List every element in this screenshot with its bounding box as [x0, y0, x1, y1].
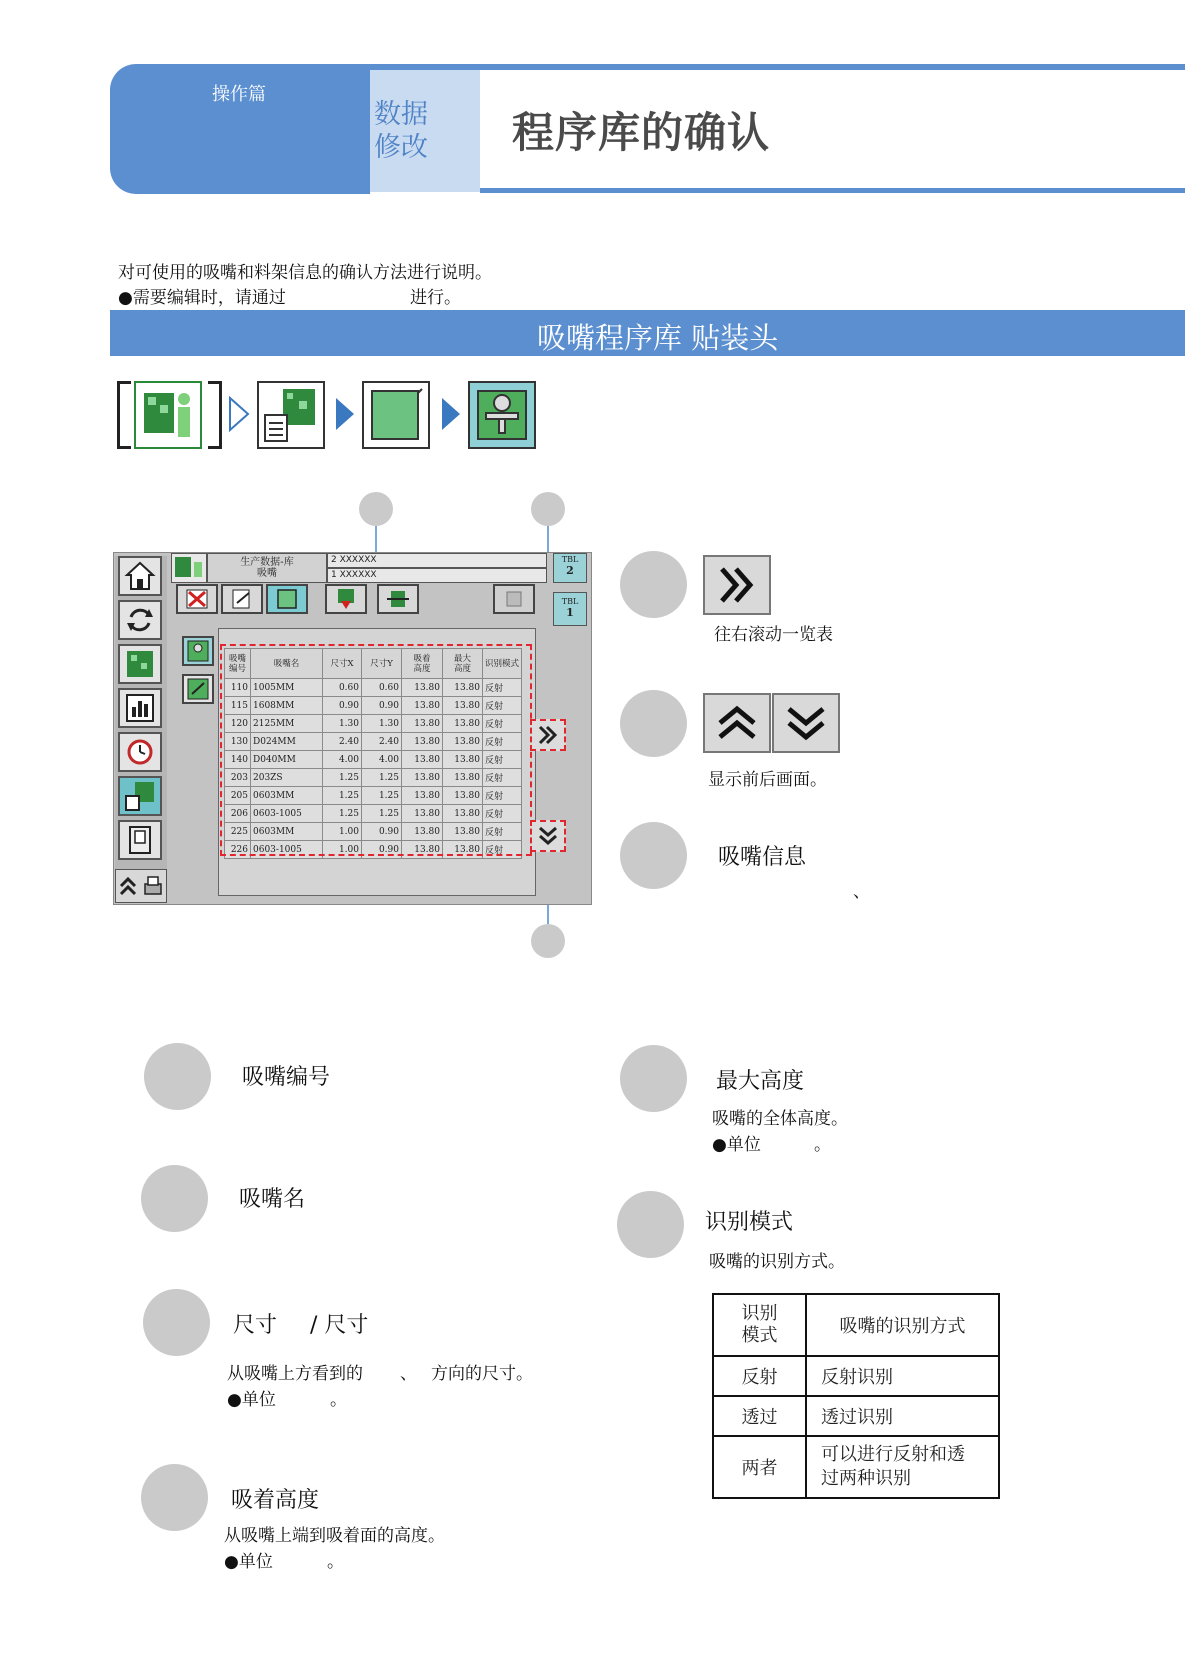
- mode-name: 两者: [713, 1436, 806, 1498]
- nozzle-no-title: 吸嘴编号: [242, 1065, 331, 1090]
- bracket-right: [208, 381, 222, 449]
- nozzle-name-title: 吸嘴名: [239, 1187, 306, 1212]
- cell-size-x: 2.40: [323, 733, 362, 751]
- max-height-unit: ●单位: [712, 1135, 761, 1155]
- cell-size-y: 4.00: [362, 751, 402, 769]
- double-chevron-right-icon: [714, 563, 760, 607]
- mode-desc: 可以进行反射和透 过两种识别: [806, 1436, 999, 1498]
- size-desc-a: 从吸嘴上方看到的: [227, 1364, 363, 1384]
- cell-pick-height: 13.80: [402, 841, 443, 859]
- size-title-b: / 尺寸: [310, 1313, 369, 1338]
- data-edit-icon: [123, 779, 157, 813]
- double-chevron-up-icon: [714, 701, 760, 745]
- cell-nozzle-name: 0603MM: [251, 823, 323, 841]
- cell-nozzle-name: 1608MM: [251, 697, 323, 715]
- col-size-y: 尺寸Y: [362, 649, 402, 679]
- lane-tab-2[interactable]: 2 XXXXXX: [327, 553, 547, 568]
- section-label: 操作篇: [212, 84, 266, 105]
- door-icon: [123, 823, 157, 857]
- cell-nozzle-no: 130: [225, 733, 251, 751]
- page-up-icon[interactable]: [118, 874, 138, 898]
- cell-size-x: 4.00: [323, 751, 362, 769]
- cell-recog-mode: 反射: [483, 715, 522, 733]
- double-chevron-down-icon: [783, 701, 829, 745]
- lane-tab-1[interactable]: 1 XXXXXX: [327, 568, 547, 583]
- nozzle-list-view-button[interactable]: [182, 636, 214, 666]
- table-2-indicator[interactable]: TBL 2: [553, 553, 587, 583]
- mode-name: 透过: [713, 1396, 806, 1436]
- cell-nozzle-name: 0603MM: [251, 787, 323, 805]
- mode-name: 反射: [713, 1356, 806, 1396]
- callout-marker: [620, 690, 687, 757]
- cell-nozzle-no: 140: [225, 751, 251, 769]
- cell-pick-height: 13.80: [402, 697, 443, 715]
- exit-button[interactable]: [118, 820, 162, 860]
- cell-size-y: 0.90: [362, 841, 402, 859]
- cell-pick-height: 13.80: [402, 751, 443, 769]
- table-1-indicator[interactable]: TBL 1: [553, 592, 587, 626]
- double-chevron-down-icon: [535, 824, 561, 848]
- next-page-sample-button: [772, 693, 840, 753]
- cell-pick-height: 13.80: [402, 733, 443, 751]
- double-chevron-right-icon: [535, 723, 561, 747]
- cell-nozzle-no: 203: [225, 769, 251, 787]
- max-height-desc: 吸嘴的全体高度。: [712, 1109, 848, 1129]
- download-icon: [333, 587, 359, 611]
- pick-height-desc: 从吸嘴上端到吸着面的高度。: [224, 1526, 445, 1546]
- cell-recog-mode: 反射: [483, 787, 522, 805]
- callout-marker: [617, 1191, 684, 1258]
- nozzle-info-sep: 、: [853, 882, 870, 902]
- cell-nozzle-no: 205: [225, 787, 251, 805]
- library-button[interactable]: [362, 381, 430, 449]
- col-nozzle-no: 吸嘴 编号: [225, 649, 251, 679]
- cell-recog-mode: 反射: [483, 805, 522, 823]
- cell-max-height: 13.80: [443, 805, 483, 823]
- col-size-x: 尺寸X: [323, 649, 362, 679]
- cell-nozzle-no: 225: [225, 823, 251, 841]
- mode-table-header: [713, 1294, 999, 1356]
- recog-mode-desc: 吸嘴的识别方式。: [709, 1252, 845, 1272]
- intro-note-end: 进行。: [410, 288, 461, 308]
- cell-nozzle-name: 2125MM: [251, 715, 323, 733]
- data-edit-side-button[interactable]: [118, 776, 162, 816]
- report-button[interactable]: [118, 688, 162, 728]
- cell-recog-mode: 反射: [483, 751, 522, 769]
- size-desc-b: 方向的尺寸。: [431, 1364, 533, 1384]
- pick-height-title: 吸着高度: [231, 1488, 320, 1513]
- library-tab-button[interactable]: [266, 584, 308, 614]
- prev-page-sample-button: [703, 693, 771, 753]
- cell-size-x: 1.25: [323, 805, 362, 823]
- printer-icon[interactable]: [142, 874, 164, 898]
- callout-marker: [144, 1043, 211, 1110]
- cell-max-height: 13.80: [443, 751, 483, 769]
- cell-recog-mode: 反射: [483, 697, 522, 715]
- callout-marker: [620, 822, 687, 889]
- alarm-clock-icon: [123, 735, 157, 769]
- max-height-unit-end: 。: [814, 1135, 831, 1155]
- cell-nozzle-name: D024MM: [251, 733, 323, 751]
- cell-size-y: 1.25: [362, 787, 402, 805]
- print-preview-icon: [501, 587, 527, 611]
- transfer-button[interactable]: [377, 584, 419, 614]
- mode-row: [713, 1436, 999, 1498]
- cell-max-height: 13.80: [443, 841, 483, 859]
- library-icon: [274, 587, 300, 611]
- screen-title-box: 生产数据-库 吸嘴: [207, 553, 327, 583]
- nozzle-edit-icon: [184, 676, 212, 702]
- cell-max-height: 13.80: [443, 715, 483, 733]
- nozzle-library-button[interactable]: [468, 381, 536, 449]
- nozzle-icon: [184, 638, 212, 664]
- cell-nozzle-no: 110: [225, 679, 251, 697]
- cell-max-height: 13.80: [443, 697, 483, 715]
- cell-max-height: 13.80: [443, 679, 483, 697]
- cell-pick-height: 13.80: [402, 769, 443, 787]
- cell-pick-height: 13.80: [402, 679, 443, 697]
- arrow-filled-icon: [334, 396, 356, 432]
- cell-nozzle-name: 203ZS: [251, 769, 323, 787]
- board-icon: [123, 647, 157, 681]
- nozzle-info-title: 吸嘴信息: [718, 845, 807, 870]
- transfer-icon: [385, 587, 411, 611]
- cell-nozzle-no: 206: [225, 805, 251, 823]
- cell-nozzle-no: 226: [225, 841, 251, 859]
- bar-chart-icon: [123, 691, 157, 725]
- header-bottom-rule: [480, 188, 1185, 193]
- callout-marker: [359, 492, 393, 526]
- scroll-right-label: 往右滚动一览表: [714, 625, 833, 645]
- size-desc-sep: 、: [400, 1364, 417, 1384]
- cell-size-y: 2.40: [362, 733, 402, 751]
- callout-marker: [143, 1289, 210, 1356]
- cell-nozzle-name: D040MM: [251, 751, 323, 769]
- cell-recog-mode: 反射: [483, 733, 522, 751]
- delete-button[interactable]: [176, 584, 218, 614]
- nozzle-detail-view-button[interactable]: [182, 674, 214, 704]
- size-unit-end: 。: [330, 1390, 347, 1410]
- header-top-rule: [370, 64, 1185, 70]
- pick-height-unit: ●单位: [224, 1552, 273, 1572]
- cell-size-x: 1.25: [323, 787, 362, 805]
- recog-mode-title: 识别模式: [705, 1210, 794, 1235]
- cell-size-x: 0.60: [323, 679, 362, 697]
- cell-nozzle-no: 120: [225, 715, 251, 733]
- screen-header-icon-box: [171, 553, 207, 583]
- nozzle-icon: [472, 385, 532, 445]
- cell-recog-mode: 反射: [483, 823, 522, 841]
- cell-recog-mode: 反射: [483, 769, 522, 787]
- cell-pick-height: 13.80: [402, 823, 443, 841]
- cell-pick-height: 13.80: [402, 787, 443, 805]
- col-recog-mode: 识别模式: [483, 649, 522, 679]
- intro-note: ●需要编辑时，请通过: [118, 288, 286, 308]
- mode-row: [713, 1356, 999, 1396]
- data-edit-icon: [261, 385, 321, 445]
- intro-text: 对可使用的吸嘴和料架信息的确认方法进行说明。: [118, 263, 492, 283]
- cell-size-y: 1.30: [362, 715, 402, 733]
- data-edit-button[interactable]: [257, 381, 325, 449]
- download-button[interactable]: [325, 584, 367, 614]
- recog-mode-table: [712, 1293, 1000, 1499]
- section-banner-title: 吸嘴程序库 贴装头: [537, 321, 779, 355]
- cell-size-x: 1.30: [323, 715, 362, 733]
- cell-recog-mode: 反射: [483, 841, 522, 859]
- cell-pick-height: 13.80: [402, 805, 443, 823]
- cell-size-x: 1.25: [323, 769, 362, 787]
- production-data-icon: [172, 554, 206, 582]
- home-icon: [123, 559, 157, 593]
- mode-desc: 反射识别: [806, 1356, 999, 1396]
- cell-size-x: 1.00: [323, 823, 362, 841]
- col-pick-height: 吸着 高度: [402, 649, 443, 679]
- cell-nozzle-name: 1005MM: [251, 679, 323, 697]
- cell-pick-height: 13.80: [402, 715, 443, 733]
- home-button[interactable]: [118, 556, 162, 596]
- bracket-left: [117, 381, 131, 449]
- cycle-icon: [123, 603, 157, 637]
- cell-size-x: 1.00: [323, 841, 362, 859]
- mode-header-2: 吸嘴的识别方式: [806, 1294, 999, 1356]
- cell-nozzle-name: 0603-1005: [251, 841, 323, 859]
- page-down-button[interactable]: [530, 820, 566, 852]
- page-nav-label: 显示前后画面。: [708, 770, 827, 790]
- callout-marker: [620, 551, 687, 618]
- production-data-icon: [138, 385, 198, 445]
- cell-size-y: 0.90: [362, 823, 402, 841]
- cell-size-y: 1.25: [362, 769, 402, 787]
- callout-marker: [141, 1165, 208, 1232]
- pick-height-unit-end: 。: [327, 1552, 344, 1572]
- category-label: 数据 修改: [374, 99, 428, 163]
- cell-max-height: 13.80: [443, 733, 483, 751]
- max-height-title: 最大高度: [716, 1069, 805, 1094]
- cell-size-y: 0.60: [362, 679, 402, 697]
- size-title-a: 尺寸: [233, 1313, 278, 1338]
- callout-marker: [141, 1464, 208, 1531]
- cell-max-height: 13.80: [443, 787, 483, 805]
- edit-icon: [229, 587, 255, 611]
- nozzle-info-highlight: [220, 644, 532, 856]
- disabled-button[interactable]: [493, 584, 535, 614]
- cell-max-height: 13.80: [443, 769, 483, 787]
- col-nozzle-name: 吸嘴名: [251, 649, 323, 679]
- size-unit: ●单位: [227, 1390, 276, 1410]
- changeover-button[interactable]: [118, 600, 162, 640]
- scroll-right-sample-button: [703, 555, 771, 615]
- mode-header-1: 识别 模式: [713, 1294, 806, 1356]
- production-data-button[interactable]: [134, 381, 202, 449]
- mode-desc: 透过识别: [806, 1396, 999, 1436]
- cell-nozzle-no: 115: [225, 697, 251, 715]
- scroll-right-button[interactable]: [530, 719, 566, 751]
- cell-recog-mode: 反射: [483, 679, 522, 697]
- delete-icon: [184, 587, 210, 611]
- callout-marker: [531, 492, 565, 526]
- cell-size-y: 1.25: [362, 805, 402, 823]
- callout-marker: [620, 1045, 687, 1112]
- col-max-height: 最大 高度: [443, 649, 483, 679]
- maintenance-button[interactable]: [118, 732, 162, 772]
- cell-max-height: 13.80: [443, 823, 483, 841]
- page-title: 程序库的确认: [512, 108, 771, 157]
- cell-size-y: 0.90: [362, 697, 402, 715]
- cell-size-x: 0.90: [323, 697, 362, 715]
- cell-nozzle-name: 0603-1005: [251, 805, 323, 823]
- edit-button[interactable]: [221, 584, 263, 614]
- arrow-outline-icon: [228, 396, 250, 432]
- callout-marker: [531, 924, 565, 958]
- library-icon: [366, 385, 426, 445]
- production-data-side-button[interactable]: [118, 644, 162, 684]
- mode-row: [713, 1396, 999, 1436]
- arrow-filled-icon: [440, 396, 462, 432]
